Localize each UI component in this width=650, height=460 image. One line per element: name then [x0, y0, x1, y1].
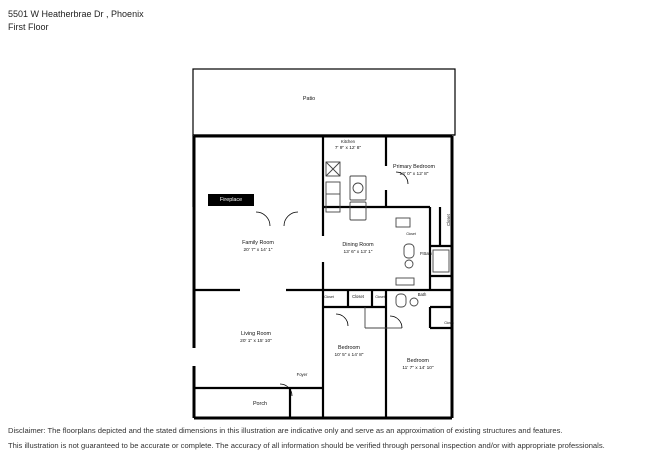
floor-label: First Floor	[8, 22, 49, 32]
closet-label-5: Closet	[444, 321, 454, 325]
room-label-dining-room: Dining Room 13' 6" x 13' 1"	[342, 242, 374, 255]
room-label-primary-bedroom: Primary Bedroom 13' 0" x 12' 8"	[393, 164, 435, 177]
room-label-patio: Patio	[302, 96, 316, 102]
closet-label-4: Closet	[406, 232, 416, 236]
room-label-kitchen: Kitchen 7' 9" x 12' 8"	[334, 139, 362, 151]
closet-label-2: Closet	[352, 294, 364, 299]
floorplan	[190, 66, 460, 421]
room-label-bedroom-2: Bedroom 10' 5" x 14' 8"	[334, 345, 364, 358]
property-address: 5501 W Heatherbrae Dr , Phoenix	[8, 9, 144, 19]
room-label-powder-bath: P.Bath	[419, 251, 433, 256]
fireplace-label: Fireplace	[208, 194, 254, 206]
disclaimer-line-1: Disclaimer: The floorplans depicted and the stated dimensions in this illustration are indicative only and serve as an approximation of existing structures and features.	[8, 426, 563, 435]
closet-label-3: Closet	[375, 295, 385, 299]
room-label-living-room: Living Room 20' 1" x 15' 10"	[240, 331, 272, 344]
room-label-family-room: Family Room 20' 7" x 14' 1"	[242, 240, 274, 253]
disclaimer-line-2: This illustration is not guaranteed to be accurate or complete. The accuracy of all information should be verified through personal inspection and/or with appropriate professionals.	[8, 441, 605, 450]
room-label-porch: Porch	[252, 401, 268, 407]
room-label-bedroom-3: Bedroom 11' 7" x 14' 10"	[402, 358, 434, 371]
room-label-foyer: Foyer	[296, 372, 308, 377]
room-label-bath: Bath	[417, 292, 427, 297]
disclaimer	[8, 425, 642, 455]
closet-label-1: Closet	[324, 295, 334, 299]
plan-header	[8, 8, 408, 34]
closet-label-vertical: Closet	[446, 214, 451, 226]
